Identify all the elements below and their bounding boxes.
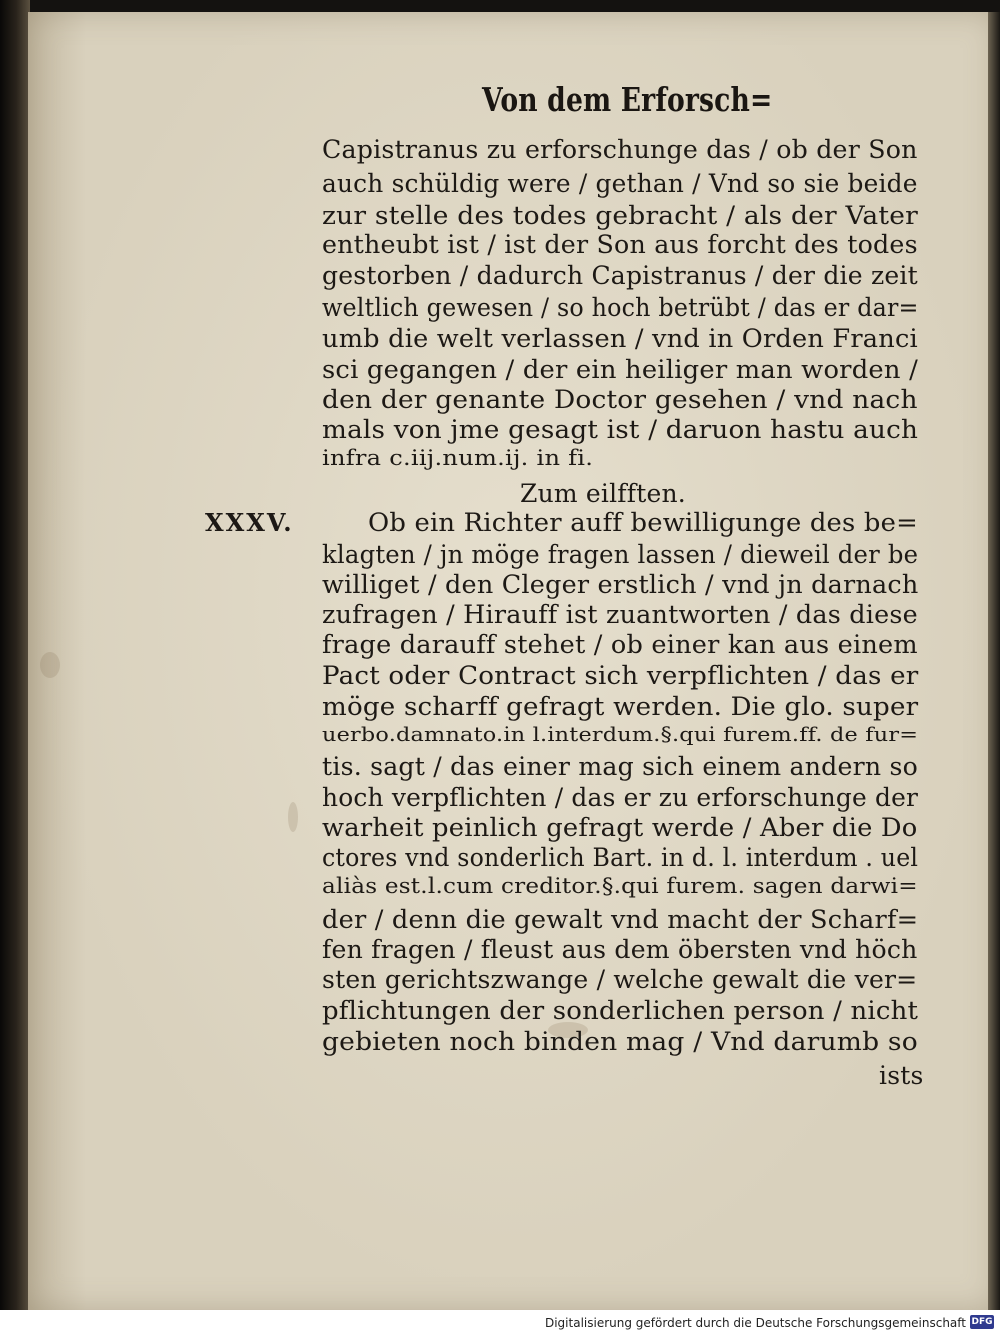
text-line: sci gegangen / der ein heiliger man worden / xyxy=(322,355,918,384)
paper-stain xyxy=(288,802,298,832)
text-line: williget / den Cleger erstlich / vnd jn darnach xyxy=(322,570,919,599)
text-line: warheit peinlich gefragt werde / Aber die Do xyxy=(322,813,918,842)
text-line: pflichtungen der sonderlichen person / nicht xyxy=(322,996,919,1025)
text-line: aliàs est.l.cum creditor.§.qui furem. sagen darwi= xyxy=(322,874,918,898)
text-line: der / denn die gewalt vnd macht der Scharf= xyxy=(322,905,919,934)
text-line: infra c.iij.num.ij. in fi. xyxy=(322,446,594,470)
catchword: ists xyxy=(879,1061,924,1090)
text-line: gestorben / dadurch Capistranus / der die zeit xyxy=(322,261,918,290)
dfg-logo: DFG xyxy=(971,1317,993,1327)
text-line: möge scharff gefragt werden. Die glo. super xyxy=(322,692,919,721)
text-line: ctores vnd sonderlich Bart. in d. l. interdum . uel xyxy=(322,843,919,872)
text-line: uerbo.damnato.in l.interdum.§.qui furem.ff. de fur= xyxy=(322,722,919,746)
page-gutter xyxy=(988,12,1000,1310)
text-line: auch schüldig were / gethan / Vnd so sie beide xyxy=(322,169,918,198)
text-line: weltlich gewesen / so hoch betrübt / das er dar= xyxy=(322,293,919,322)
text-line: Pact oder Contract sich verpflichten / das er xyxy=(322,661,919,690)
text-line: hoch verpflichten / das er zu erforschunge der xyxy=(322,783,919,812)
text-line: frage darauff stehet / ob einer kan aus einem xyxy=(322,630,918,659)
text-line: gebieten noch binden mag / Vnd darumb so xyxy=(322,1027,918,1056)
text-line: entheubt ist / ist der Son aus forcht des todes xyxy=(322,230,918,259)
text-line: sten gerichtszwange / welche gewalt die ver= xyxy=(322,965,918,994)
text-line: tis. sagt / das einer mag sich einem andern so xyxy=(322,752,918,781)
text-line: umb die welt verlassen / vnd in Orden Franci xyxy=(322,324,918,353)
running-head: Von dem Erforsch= xyxy=(482,80,773,119)
book-edge xyxy=(0,0,30,1310)
paper-stain xyxy=(40,652,60,678)
text-line: Ob ein Richter auff bewilligunge des be= xyxy=(368,508,918,537)
text-line: fen fragen / fleust aus dem öbersten vnd höch xyxy=(322,935,918,964)
text-line: klagten / jn möge fragen lassen / dieweil der be xyxy=(322,540,919,569)
funding-credit: Digitalisierung gefördert durch die Deutsche Forschungsgemeinschaft xyxy=(544,1316,966,1330)
text-line: mals von jme gesagt ist / daruon hastu auch xyxy=(322,415,919,444)
text-line: zur stelle des todes gebracht / als der Vater xyxy=(322,201,918,230)
text-line: Capistranus zu erforschunge das / ob der Son xyxy=(322,135,918,164)
margin-note: XXXV. xyxy=(205,508,294,537)
section-heading: Zum eilfften. xyxy=(520,479,686,508)
text-line: zufragen / Hirauff ist zuantworten / das diese xyxy=(322,600,918,629)
text-line: den der genante Doctor gesehen / vnd nach xyxy=(322,385,918,414)
